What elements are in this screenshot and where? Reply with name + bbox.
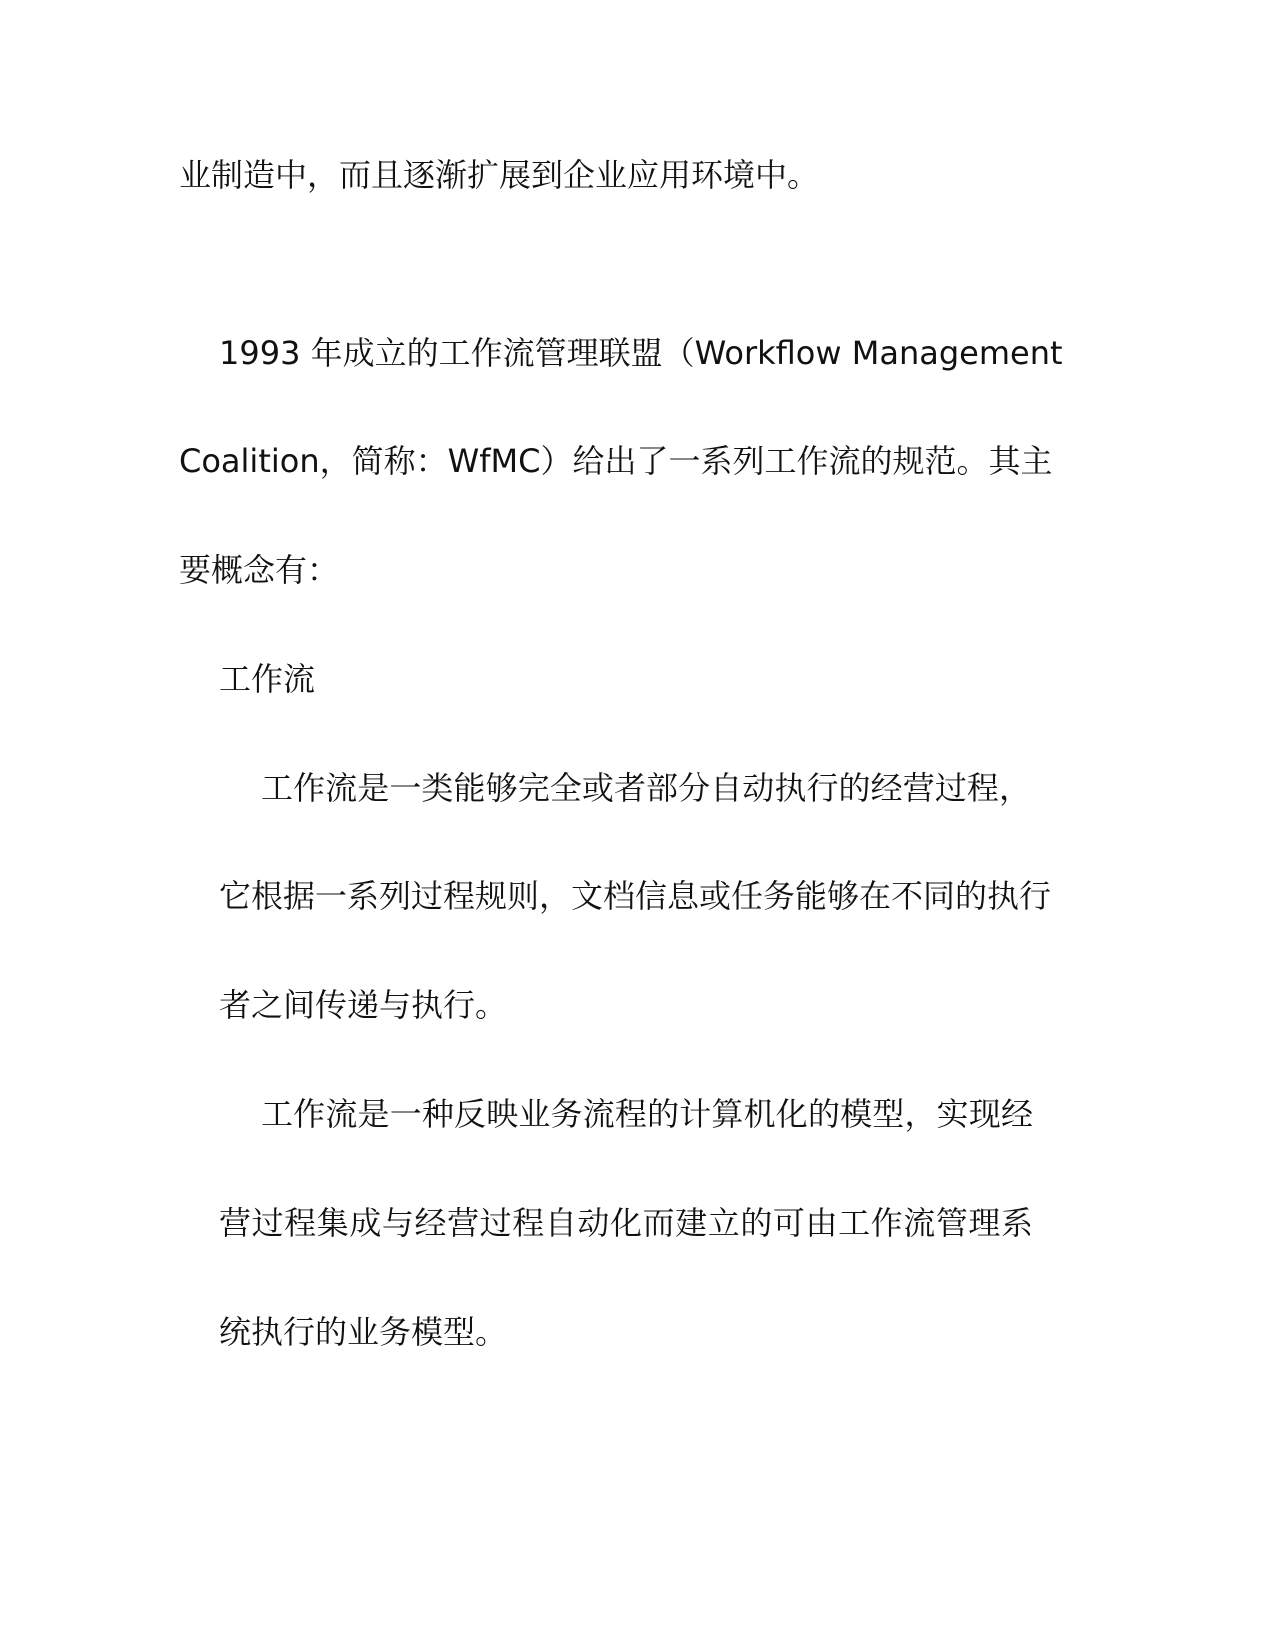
- definition-1-line-1: 工作流是一类能够完全或者部分自动执行的经营过程，: [261, 769, 1031, 807]
- intro-end-line: 业制造中，而且逐渐扩展到企业应用环境中。: [179, 156, 820, 194]
- wfmc-paragraph-line-2: Coalition，简称：WfMC）给出了一系列工作流的规范。其主: [179, 442, 1053, 480]
- definition-1-line-3: 者之间传递与执行。: [219, 986, 508, 1024]
- definition-1-line-2: 它根据一系列过程规则，文档信息或任务能够在不同的执行: [219, 877, 1052, 915]
- wfmc-paragraph-line-3: 要概念有：: [179, 551, 340, 589]
- definition-2-line-3: 统执行的业务模型。: [219, 1313, 508, 1351]
- wfmc-paragraph-line-1: 1993 年成立的工作流管理联盟（Workflow Management: [219, 334, 1063, 372]
- definition-2-line-1: 工作流是一种反映业务流程的计算机化的模型，实现经: [261, 1095, 1033, 1133]
- section-heading-workflow: 工作流: [219, 660, 316, 698]
- definition-2-line-2: 营过程集成与经营过程自动化而建立的可由工作流管理系: [219, 1204, 1033, 1242]
